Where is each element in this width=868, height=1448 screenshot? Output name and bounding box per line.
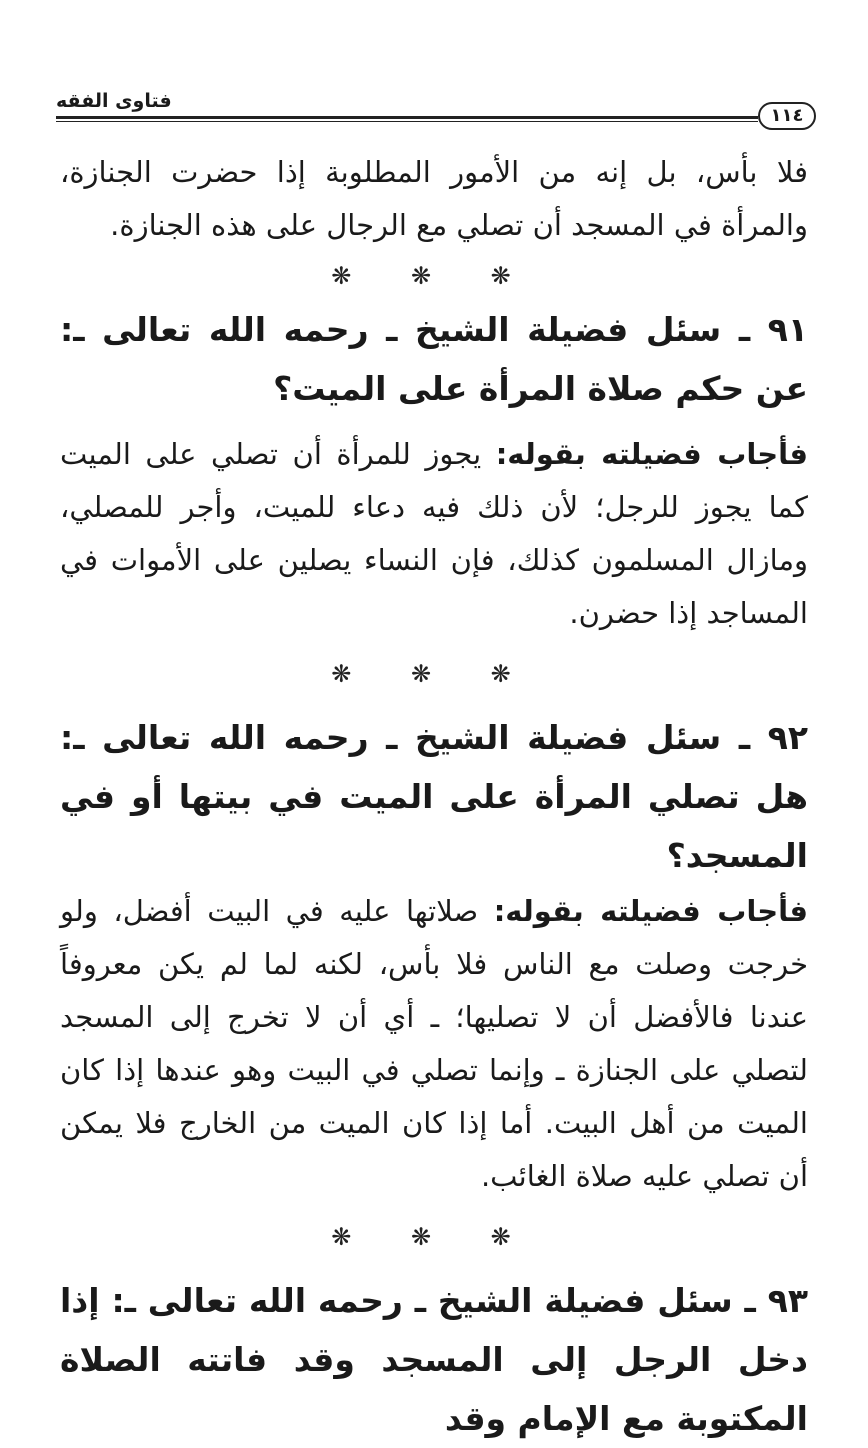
answer-92 [60,885,808,1203]
page-number: ١١٤ [758,102,816,130]
answer-91 [60,428,808,640]
page-body [60,146,808,1448]
answer-text: يجوز للمرأة أن تصلي على الميت كما يجوز للرجل؛ لأن ذلك فيه دعاء للميت، وأجر للمصلي، ومازال المسلمون كذلك، فإن النساء يصلين على الأموات في المساجد إذا حضرن. [60,437,808,630]
book-title: فتاوى الفقه [56,90,172,112]
page-header [56,88,816,132]
answer-lead: فأجاب فضيلته بقوله: [495,437,808,471]
question-93: ٩٣ ـ سئل فضيلة الشيخ ـ رحمه الله تعالى ـ: إذا دخل الرجل إلى المسجد وقد فاتته الصلاة المكتوبة مع الإمام وقد [60,1281,808,1438]
section-separator: ❋ ❋ ❋ [331,1223,537,1251]
paragraph-continuation: فلا بأس، بل إنه من الأمور المطلوبة إذا حضرت الجنازة، والمرأة في المسجد أن تصلي مع الرجال على هذه الجنازة. [60,155,808,242]
question-92: ٩٢ ـ سئل فضيلة الشيخ ـ رحمه الله تعالى ـ: هل تصلي المرأة على الميت في بيتها أو في المسجد؟ [60,718,808,875]
question-91: ٩١ ـ سئل فضيلة الشيخ ـ رحمه الله تعالى ـ: عن حكم صلاة المرأة على الميت؟ [60,310,808,408]
answer-lead: فأجاب فضيلته بقوله: [493,894,809,928]
section-separator: ❋ ❋ ❋ [331,262,537,290]
section-separator: ❋ ❋ ❋ [331,660,537,688]
header-rule [56,116,758,122]
answer-text: صلاتها عليه في البيت أفضل، ولو خرجت وصلت مع الناس فلا بأس، لكنه لما لم يكن معروفاً عندنا فالأفضل أن لا تصليها؛ ـ أي أن لا تخرج إلى المسجد لتصلي على الجنازة ـ وإنما تصلي في البيت وهو عندها إذا كان الميت من أهل البيت. أما إذا كان الميت من الخارج فلا يمكن أن تصلي عليه صلاة الغائب. [60,894,808,1193]
